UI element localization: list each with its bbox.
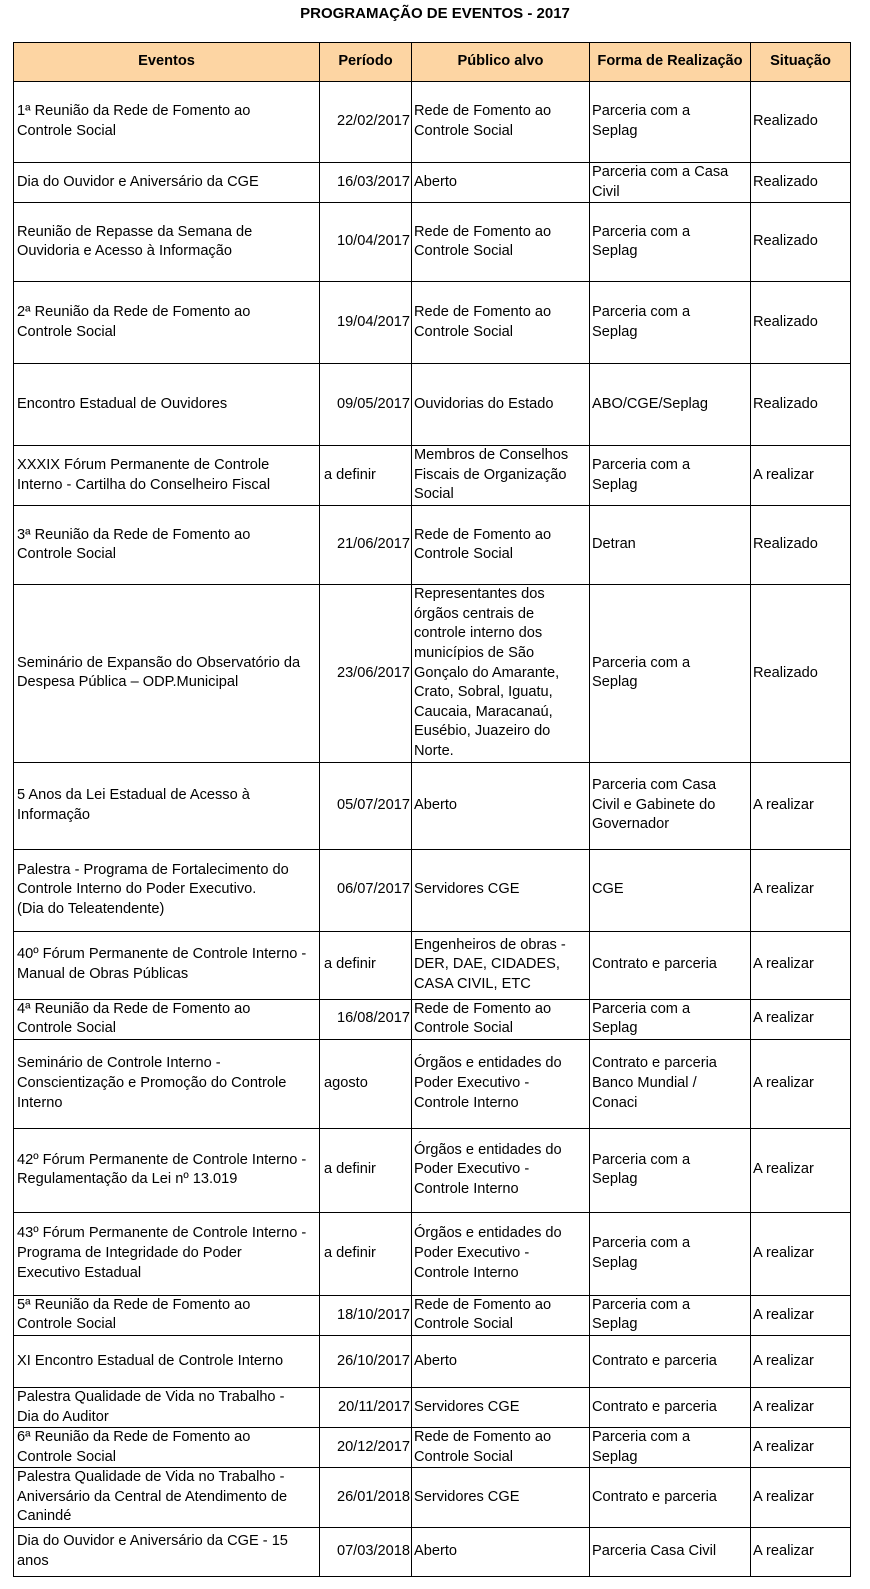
cell-evento: Reunião de Repasse da Semana de Ouvidoria e Acesso à Informação bbox=[14, 203, 320, 282]
table-row bbox=[14, 1128, 851, 1212]
cell-publico-alvo: Órgãos e entidades do Poder Executivo - Controle Interno bbox=[412, 1039, 590, 1128]
cell-forma-de-realizacao: Parceria com a Seplag bbox=[590, 446, 751, 506]
table-row bbox=[14, 1295, 851, 1335]
cell-publico-alvo: Ouvidorias do Estado bbox=[412, 364, 590, 446]
cell-periodo: 16/03/2017 bbox=[320, 163, 412, 203]
cell-forma-de-realizacao: Contrato e parceria Banco Mundial / Conaci bbox=[590, 1039, 751, 1128]
cell-periodo: 18/10/2017 bbox=[320, 1295, 412, 1335]
table-row bbox=[14, 1039, 851, 1128]
cell-situacao: A realizar bbox=[751, 1335, 851, 1387]
cell-evento: 5 Anos da Lei Estadual de Acesso à Informação bbox=[14, 762, 320, 849]
table-row bbox=[14, 446, 851, 506]
cell-forma-de-realizacao: Parceria com a Seplag bbox=[590, 999, 751, 1039]
table-row bbox=[14, 585, 851, 762]
cell-periodo: a definir bbox=[320, 1212, 412, 1295]
cell-forma-de-realizacao: Detran bbox=[590, 506, 751, 585]
events-table bbox=[13, 42, 851, 1577]
table-row bbox=[14, 999, 851, 1039]
cell-forma-de-realizacao: CGE bbox=[590, 849, 751, 931]
cell-forma-de-realizacao: Parceria com a Seplag bbox=[590, 82, 751, 163]
cell-situacao: A realizar bbox=[751, 1428, 851, 1468]
table-row bbox=[14, 1468, 851, 1528]
header-row bbox=[14, 43, 851, 82]
cell-forma-de-realizacao: Parceria com a Seplag bbox=[590, 1295, 751, 1335]
cell-periodo: 10/04/2017 bbox=[320, 203, 412, 282]
cell-evento: 2ª Reunião da Rede de Fomento ao Controle Social bbox=[14, 282, 320, 364]
cell-situacao: A realizar bbox=[751, 446, 851, 506]
cell-evento: 5ª Reunião da Rede de Fomento ao Controle Social bbox=[14, 1295, 320, 1335]
cell-periodo: a definir bbox=[320, 446, 412, 506]
cell-forma-de-realizacao: ABO/CGE/Seplag bbox=[590, 364, 751, 446]
cell-periodo: 23/06/2017 bbox=[320, 585, 412, 762]
cell-evento: Dia do Ouvidor e Aniversário da CGE bbox=[14, 163, 320, 203]
cell-situacao: A realizar bbox=[751, 1212, 851, 1295]
table-row bbox=[14, 282, 851, 364]
cell-periodo: 06/07/2017 bbox=[320, 849, 412, 931]
cell-publico-alvo: Rede de Fomento ao Controle Social bbox=[412, 1428, 590, 1468]
cell-forma-de-realizacao: Parceria com a Seplag bbox=[590, 585, 751, 762]
column-header-situacao: Situação bbox=[751, 43, 851, 82]
cell-situacao: Realizado bbox=[751, 82, 851, 163]
cell-publico-alvo: Rede de Fomento ao Controle Social bbox=[412, 1295, 590, 1335]
table-row bbox=[14, 849, 851, 931]
cell-periodo: 07/03/2018 bbox=[320, 1528, 412, 1577]
cell-publico-alvo: Aberto bbox=[412, 1528, 590, 1577]
table-row bbox=[14, 1428, 851, 1468]
cell-evento: Dia do Ouvidor e Aniversário da CGE - 15 anos bbox=[14, 1528, 320, 1577]
table-row bbox=[14, 506, 851, 585]
cell-publico-alvo: Aberto bbox=[412, 762, 590, 849]
cell-evento: Seminário de Expansão do Observatório da Despesa Pública – ODP.Municipal bbox=[14, 585, 320, 762]
cell-situacao: A realizar bbox=[751, 849, 851, 931]
cell-publico-alvo: Membros de Conselhos Fiscais de Organização Social bbox=[412, 446, 590, 506]
cell-periodo: 21/06/2017 bbox=[320, 506, 412, 585]
cell-evento: 3ª Reunião da Rede de Fomento ao Controle Social bbox=[14, 506, 320, 585]
cell-periodo: 09/05/2017 bbox=[320, 364, 412, 446]
cell-publico-alvo: Rede de Fomento ao Controle Social bbox=[412, 282, 590, 364]
cell-periodo: agosto bbox=[320, 1039, 412, 1128]
cell-evento: Palestra Qualidade de Vida no Trabalho - Dia do Auditor bbox=[14, 1387, 320, 1427]
cell-evento: Palestra - Programa de Fortalecimento do Controle Interno do Poder Executivo. (Dia do Teleatendente) bbox=[14, 849, 320, 931]
table-row bbox=[14, 1387, 851, 1427]
cell-evento: Palestra Qualidade de Vida no Trabalho - Aniversário da Central de Atendimento de Canindé bbox=[14, 1468, 320, 1528]
cell-situacao: A realizar bbox=[751, 1468, 851, 1528]
cell-situacao: A realizar bbox=[751, 1039, 851, 1128]
cell-evento: 6ª Reunião da Rede de Fomento ao Controle Social bbox=[14, 1428, 320, 1468]
cell-evento: XXXIX Fórum Permanente de Controle Interno - Cartilha do Conselheiro Fiscal bbox=[14, 446, 320, 506]
table-row bbox=[14, 163, 851, 203]
cell-publico-alvo: Engenheiros de obras - DER, DAE, CIDADES, CASA CIVIL, ETC bbox=[412, 931, 590, 999]
table-row bbox=[14, 1212, 851, 1295]
cell-evento: Seminário de Controle Interno - Conscientização e Promoção do Controle Interno bbox=[14, 1039, 320, 1128]
table-row bbox=[14, 931, 851, 999]
cell-evento: Encontro Estadual de Ouvidores bbox=[14, 364, 320, 446]
cell-periodo: 05/07/2017 bbox=[320, 762, 412, 849]
cell-forma-de-realizacao: Parceria com a Seplag bbox=[590, 282, 751, 364]
table-row bbox=[14, 1528, 851, 1577]
cell-evento: 1ª Reunião da Rede de Fomento ao Controle Social bbox=[14, 82, 320, 163]
cell-publico-alvo: Rede de Fomento ao Controle Social bbox=[412, 82, 590, 163]
cell-periodo: a definir bbox=[320, 931, 412, 999]
cell-evento: 42º Fórum Permanente de Controle Interno - Regulamentação da Lei nº 13.019 bbox=[14, 1128, 320, 1212]
cell-publico-alvo: Órgãos e entidades do Poder Executivo - Controle Interno bbox=[412, 1128, 590, 1212]
cell-forma-de-realizacao: Parceria Casa Civil bbox=[590, 1528, 751, 1577]
cell-publico-alvo: Servidores CGE bbox=[412, 1468, 590, 1528]
cell-forma-de-realizacao: Parceria com Casa Civil e Gabinete do Governador bbox=[590, 762, 751, 849]
cell-situacao: A realizar bbox=[751, 1128, 851, 1212]
cell-situacao: A realizar bbox=[751, 1387, 851, 1427]
table-row bbox=[14, 1335, 851, 1387]
cell-publico-alvo: Servidores CGE bbox=[412, 849, 590, 931]
cell-publico-alvo: Representantes dos órgãos centrais de controle interno dos municípios de São Gonçalo do Amarante, Crato, Sobral, Iguatu, Caucaia, Maracanaú, Eusébio, Juazeiro do Norte. bbox=[412, 585, 590, 762]
cell-publico-alvo: Órgãos e entidades do Poder Executivo - Controle Interno bbox=[412, 1212, 590, 1295]
cell-situacao: Realizado bbox=[751, 282, 851, 364]
cell-evento: XI Encontro Estadual de Controle Interno bbox=[14, 1335, 320, 1387]
cell-periodo: 20/11/2017 bbox=[320, 1387, 412, 1427]
cell-situacao: Realizado bbox=[751, 585, 851, 762]
cell-periodo: 26/10/2017 bbox=[320, 1335, 412, 1387]
cell-forma-de-realizacao: Parceria com a Seplag bbox=[590, 203, 751, 282]
cell-publico-alvo: Rede de Fomento ao Controle Social bbox=[412, 506, 590, 585]
cell-evento: 43º Fórum Permanente de Controle Interno - Programa de Integridade do Poder Executivo Estadual bbox=[14, 1212, 320, 1295]
cell-forma-de-realizacao: Parceria com a Seplag bbox=[590, 1428, 751, 1468]
column-header-eventos: Eventos bbox=[14, 43, 320, 82]
cell-forma-de-realizacao: Parceria com a Seplag bbox=[590, 1212, 751, 1295]
column-header-publico-alvo: Público alvo bbox=[412, 43, 590, 82]
cell-publico-alvo: Rede de Fomento ao Controle Social bbox=[412, 203, 590, 282]
cell-publico-alvo: Aberto bbox=[412, 1335, 590, 1387]
cell-situacao: Realizado bbox=[751, 506, 851, 585]
table-row bbox=[14, 203, 851, 282]
cell-forma-de-realizacao: Contrato e parceria bbox=[590, 1335, 751, 1387]
cell-situacao: Realizado bbox=[751, 364, 851, 446]
cell-periodo: 26/01/2018 bbox=[320, 1468, 412, 1528]
cell-forma-de-realizacao: Parceria com a Seplag bbox=[590, 1128, 751, 1212]
cell-situacao: A realizar bbox=[751, 999, 851, 1039]
cell-periodo: 20/12/2017 bbox=[320, 1428, 412, 1468]
cell-publico-alvo: Aberto bbox=[412, 163, 590, 203]
cell-forma-de-realizacao: Contrato e parceria bbox=[590, 1387, 751, 1427]
column-header-periodo: Período bbox=[320, 43, 412, 82]
cell-situacao: Realizado bbox=[751, 203, 851, 282]
cell-situacao: Realizado bbox=[751, 163, 851, 203]
cell-forma-de-realizacao: Contrato e parceria bbox=[590, 1468, 751, 1528]
cell-periodo: 19/04/2017 bbox=[320, 282, 412, 364]
cell-situacao: A realizar bbox=[751, 1295, 851, 1335]
cell-forma-de-realizacao: Parceria com a Casa Civil bbox=[590, 163, 751, 203]
cell-periodo: 16/08/2017 bbox=[320, 999, 412, 1039]
cell-publico-alvo: Servidores CGE bbox=[412, 1387, 590, 1427]
cell-periodo: a definir bbox=[320, 1128, 412, 1212]
cell-publico-alvo: Rede de Fomento ao Controle Social bbox=[412, 999, 590, 1039]
cell-situacao: A realizar bbox=[751, 1528, 851, 1577]
cell-forma-de-realizacao: Contrato e parceria bbox=[590, 931, 751, 999]
cell-periodo: 22/02/2017 bbox=[320, 82, 412, 163]
page-title: PROGRAMAÇÃO DE EVENTOS - 2017 bbox=[300, 5, 570, 22]
cell-situacao: A realizar bbox=[751, 931, 851, 999]
table-row bbox=[14, 82, 851, 163]
column-header-forma-de-realizacao: Forma de Realização bbox=[590, 43, 751, 82]
cell-situacao: A realizar bbox=[751, 762, 851, 849]
table-row bbox=[14, 762, 851, 849]
cell-evento: 4ª Reunião da Rede de Fomento ao Controle Social bbox=[14, 999, 320, 1039]
cell-evento: 40º Fórum Permanente de Controle Interno - Manual de Obras Públicas bbox=[14, 931, 320, 999]
table-row bbox=[14, 364, 851, 446]
